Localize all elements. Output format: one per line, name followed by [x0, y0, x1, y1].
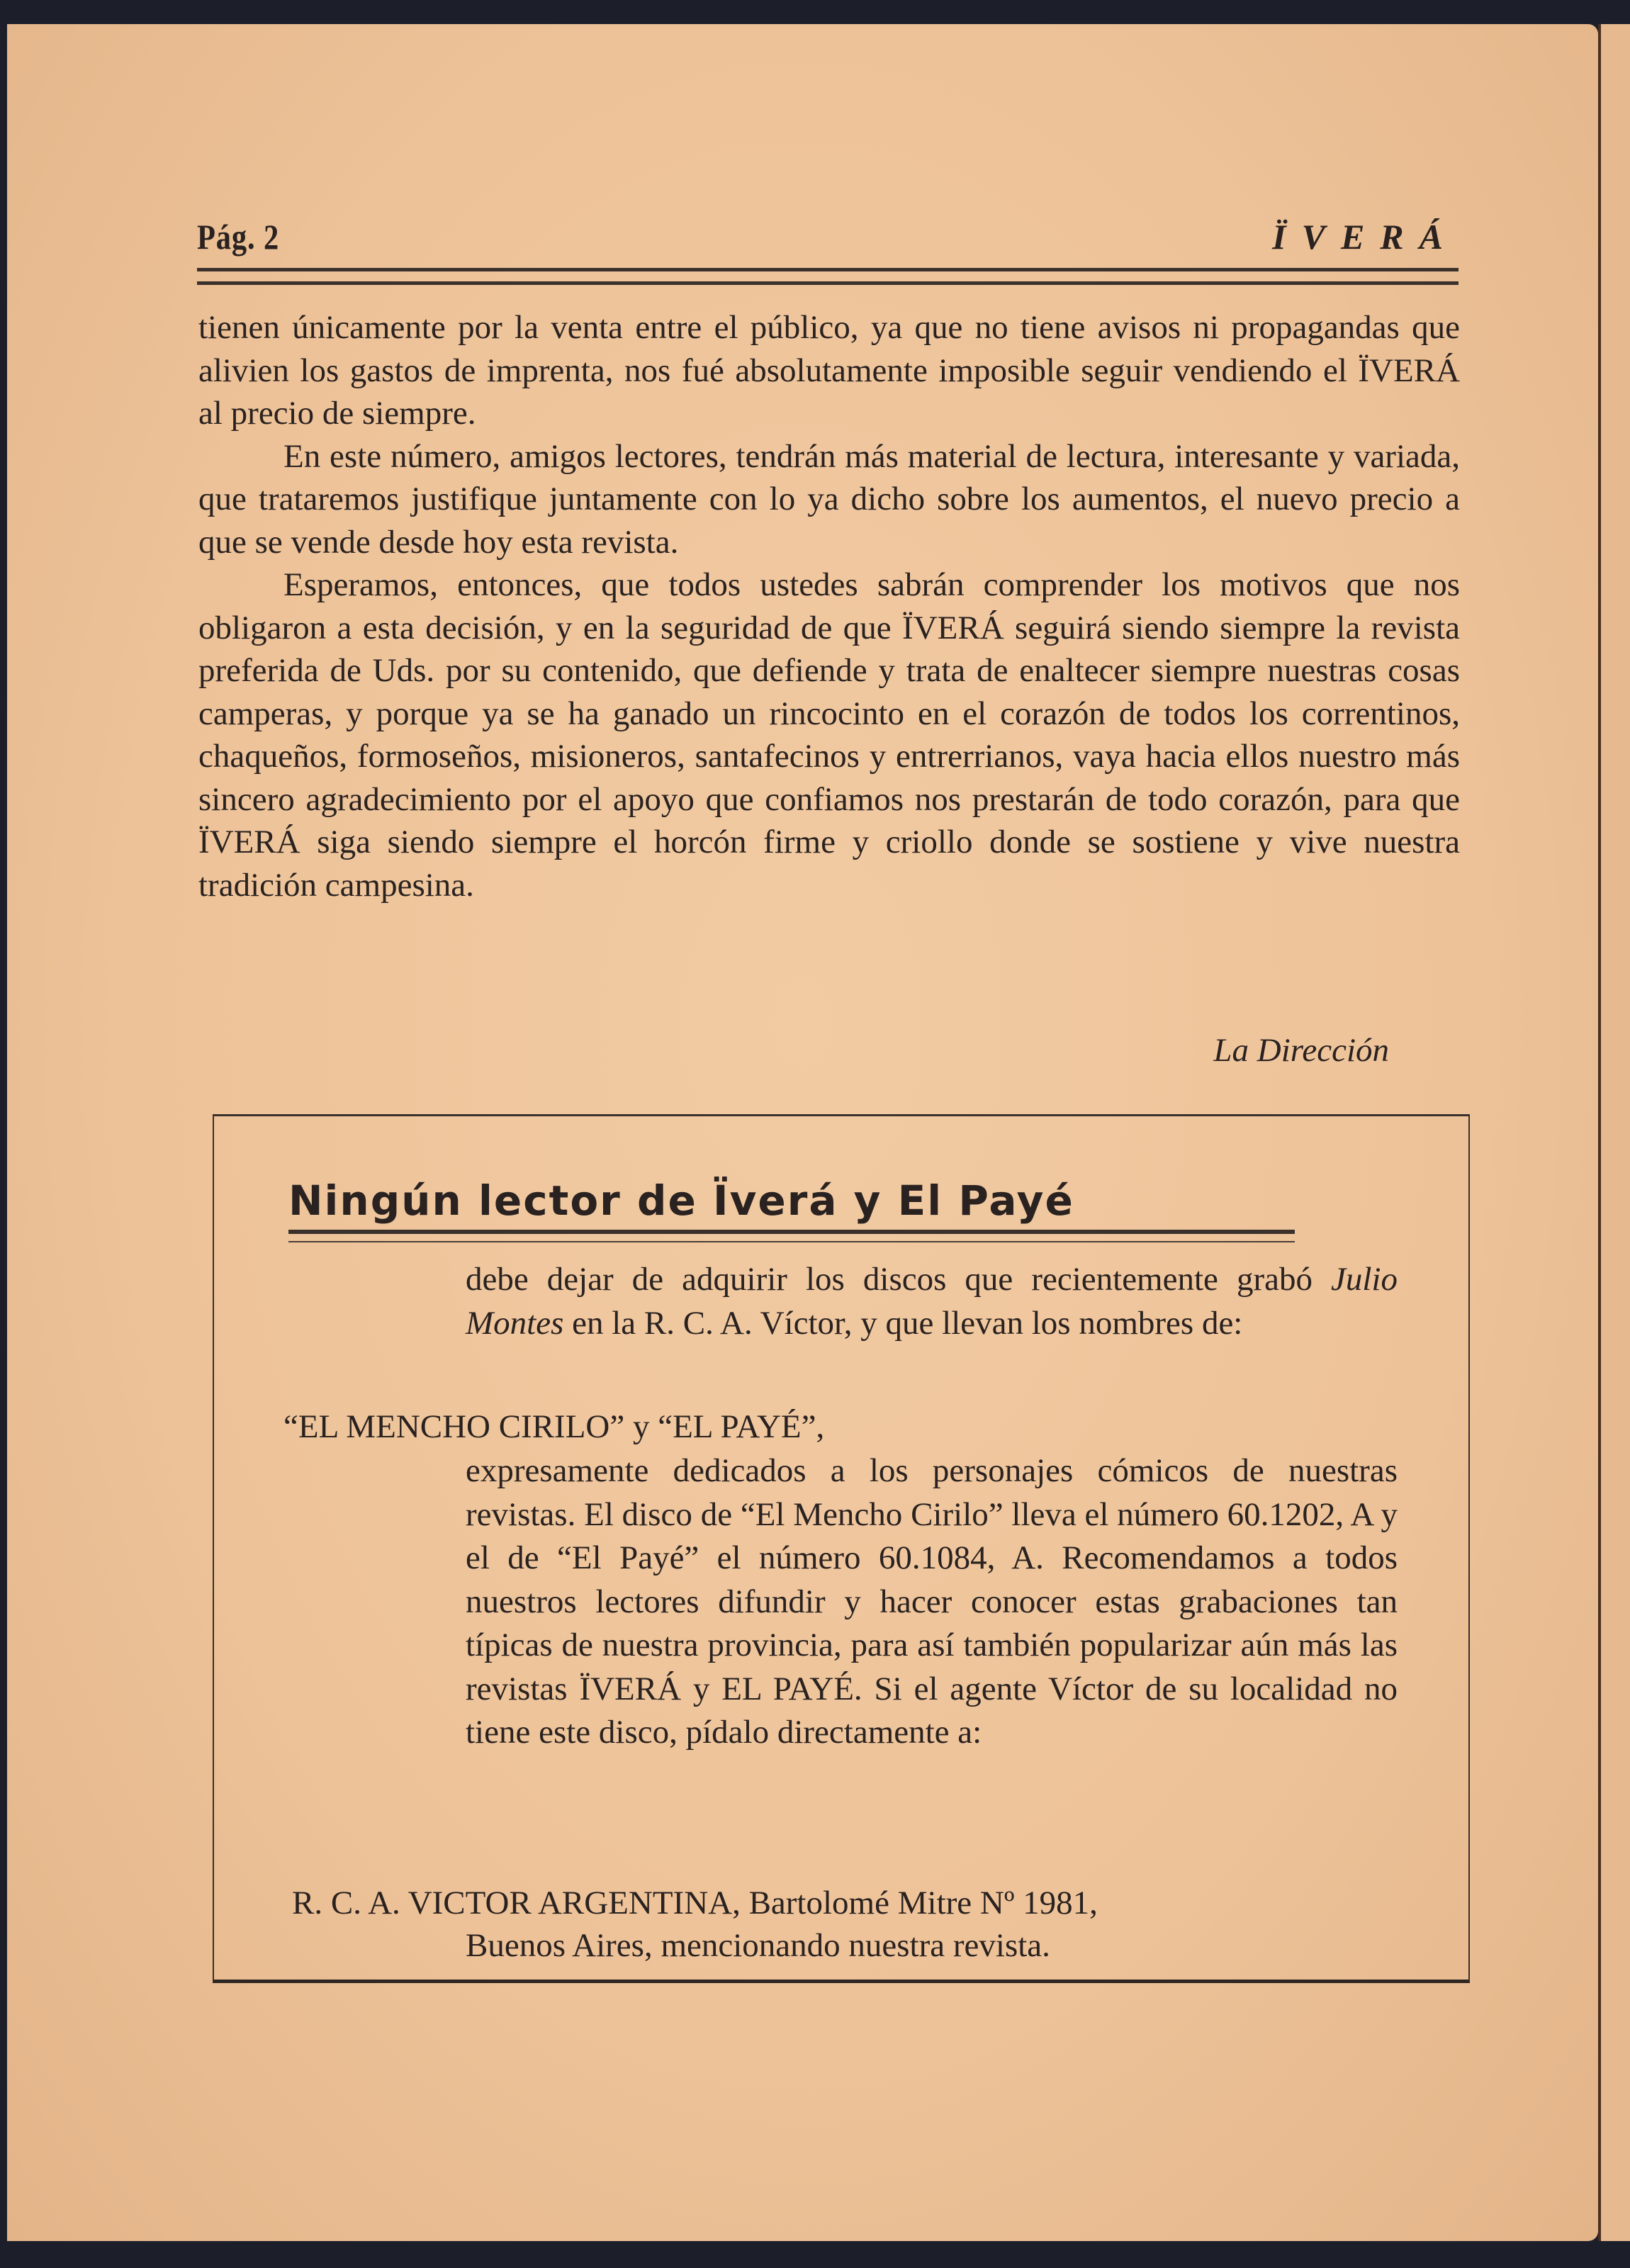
page-number: Pág. 2 — [197, 217, 280, 257]
notice-details: expresamente dedicados a los personajes cómicos de nuestras revistas. El disco de “El Mencho Cirilo” lleva el número 60.1202, A y el de “El Payé” el número 60.1084, A. Recomendamos a todos nuestros lectores difundir y hacer conocer estas grabaciones tan típicas de nuestra provincia, para así también popularizar aún más las revistas ÏVERÁ y EL PAYÉ. Si el agente Víctor de su localidad no tiene este disco, pídalo directamente a: — [466, 1452, 1398, 1751]
record-notice-box — [213, 1114, 1470, 1983]
record-titles: “EL MENCHO CIRILO” y “EL PAYÉ”, — [283, 1408, 825, 1445]
article-paragraph: En este número, amigos lectores, tendrán más material de lectura, interesante y variada, que trataremos justifique juntamente con lo ya dicho sobre los aumentos, el nuevo precio a que se vende desde hoy esta revista. — [198, 437, 1460, 561]
notice-title-rule — [288, 1230, 1295, 1242]
notice-intro-text-2: en la R. C. A. Víctor, y que llevan los nombres de: — [572, 1304, 1243, 1342]
notice-title: Ningún lector de Ïverá y El Payé — [288, 1177, 1074, 1225]
address-line-2: Buenos Aires, mencionando nuestra revista. — [466, 1927, 1050, 1964]
artist-name: Julio Montes — [466, 1261, 1398, 1342]
article-paragraph: Esperamos, entonces, que todos ustedes sabrán comprender los motivos que nos obligaron a esta decisión, y en la seguridad de que ÏVERÁ seguirá siendo siempre la revista preferida de Uds. por su contenido, que defiende y trata de enaltecer siempre nuestras cosas camperas, y porque ya se ha ganado un rincocinto en el corazón de todos los correntinos, chaqueños, formoseños, misioneros, santafecinos y entrerrianos, vaya hacia ellos nuestro más sincero agradecimiento por el apoyo que confiamos nos prestarán de todo corazón, para que ÏVERÁ siga siendo siempre el horcón firme y criollo donde se sostiene y vive nuestra tradición campesina. — [198, 566, 1460, 904]
notice-intro-text: debe dejar de adquirir los discos que recientemente grabó — [466, 1261, 1313, 1298]
page-header — [197, 216, 1458, 266]
notice-intro — [466, 1258, 1398, 1345]
magazine-title: ÏVERÁ — [1272, 217, 1458, 257]
article-signature: La Dirección — [1213, 1032, 1389, 1069]
header-double-rule — [197, 268, 1458, 285]
article-body — [198, 306, 1460, 906]
next-page-edge — [1598, 24, 1630, 2241]
article-paragraph: tienen únicamente por la venta entre el público, ya que no tiene avisos ni propagandas que alivien los gastos de imprenta, nos fué absolutamente imposible seguir vendiendo el ÏVERÁ al precio de siempre. — [198, 309, 1460, 432]
address-line-1: R. C. A. VICTOR ARGENTINA, Bartolomé Mitre Nº 1981, — [292, 1885, 1098, 1921]
